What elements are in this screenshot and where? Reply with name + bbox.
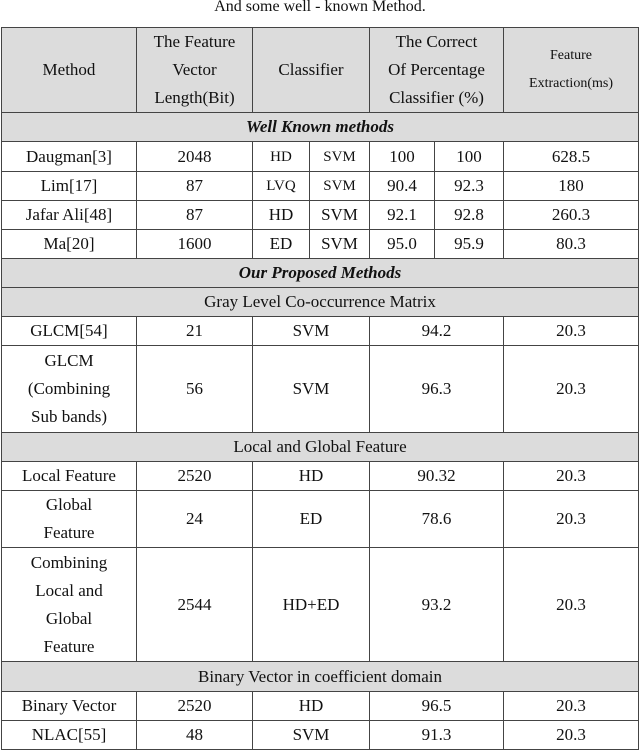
table-row: [2, 317, 639, 346]
section-title: Local and Global Feature: [2, 432, 639, 461]
cell-time: 20.3: [504, 461, 639, 490]
cell-percent-1: 92.1: [370, 200, 435, 229]
cell-percent-2: 92.3: [435, 171, 504, 200]
table-row: [2, 691, 639, 720]
section-well-known: [2, 113, 639, 142]
table-row: [2, 490, 639, 547]
cell-percent-2: 100: [435, 142, 504, 171]
cell-percent: 96.5: [370, 691, 504, 720]
cell-time: 20.3: [504, 317, 639, 346]
cell-length: 1600: [137, 229, 253, 258]
cell-time: 80.3: [504, 229, 639, 258]
cell-method: Combining Local and Global Feature: [2, 548, 137, 662]
table-row: [2, 346, 639, 432]
table-row: [2, 720, 639, 749]
cell-method: Local Feature: [2, 461, 137, 490]
header-classifier: Classifier: [253, 28, 370, 113]
cell-time: 180: [504, 171, 639, 200]
table-row: [2, 142, 639, 171]
cell-classifier: HD: [253, 461, 370, 490]
table-row: [2, 229, 639, 258]
cell-classifier-1: HD: [253, 142, 310, 171]
cell-percent-1: 100: [370, 142, 435, 171]
cell-percent: 94.2: [370, 317, 504, 346]
cell-classifier-2: SVM: [310, 142, 370, 171]
cell-time: 260.3: [504, 200, 639, 229]
cell-classifier-1: HD: [253, 200, 310, 229]
section-local-global: [2, 432, 639, 461]
cell-classifier-2: SVM: [310, 200, 370, 229]
cell-time: 20.3: [504, 490, 639, 547]
comparison-table: [1, 27, 639, 750]
cell-percent-2: 92.8: [435, 200, 504, 229]
cell-percent: 93.2: [370, 548, 504, 662]
cell-percent-1: 95.0: [370, 229, 435, 258]
cell-method: Lim[17]: [2, 171, 137, 200]
cell-percent: 78.6: [370, 490, 504, 547]
table-row: [2, 548, 639, 662]
section-title: Our Proposed Methods: [2, 258, 639, 287]
table-caption: And some well - known Method.: [214, 0, 426, 15]
cell-method: Binary Vector: [2, 691, 137, 720]
header-method: Method: [2, 28, 137, 113]
cell-length: 2544: [137, 548, 253, 662]
cell-length: 2520: [137, 461, 253, 490]
cell-method: Daugman[3]: [2, 142, 137, 171]
cell-method: NLAC[55]: [2, 720, 137, 749]
cell-method: Global Feature: [2, 490, 137, 547]
cell-percent: 91.3: [370, 720, 504, 749]
cell-percent: 90.32: [370, 461, 504, 490]
cell-time: 20.3: [504, 720, 639, 749]
section-glcm: [2, 288, 639, 317]
cell-time: 20.3: [504, 548, 639, 662]
cell-classifier: HD+ED: [253, 548, 370, 662]
header-feature-extraction: Feature Extraction(ms): [504, 28, 639, 113]
cell-percent-2: 95.9: [435, 229, 504, 258]
cell-length: 56: [137, 346, 253, 432]
table-row: [2, 171, 639, 200]
cell-length: 2520: [137, 691, 253, 720]
cell-time: 20.3: [504, 691, 639, 720]
cell-classifier: SVM: [253, 346, 370, 432]
cell-time: 628.5: [504, 142, 639, 171]
cell-classifier-1: ED: [253, 229, 310, 258]
cell-length: 2048: [137, 142, 253, 171]
cell-length: 24: [137, 490, 253, 547]
cell-method: Ma[20]: [2, 229, 137, 258]
cell-time: 20.3: [504, 346, 639, 432]
cell-length: 48: [137, 720, 253, 749]
header-row: [2, 28, 639, 113]
cell-method: Jafar Ali[48]: [2, 200, 137, 229]
cell-percent: 96.3: [370, 346, 504, 432]
cell-method: GLCM (Combining Sub bands): [2, 346, 137, 432]
section-title: Binary Vector in coefficient domain: [2, 662, 639, 691]
cell-percent-1: 90.4: [370, 171, 435, 200]
cell-classifier: HD: [253, 691, 370, 720]
cell-classifier: SVM: [253, 317, 370, 346]
table-row: [2, 461, 639, 490]
section-title: Gray Level Co-occurrence Matrix: [2, 288, 639, 317]
section-binary: [2, 662, 639, 691]
cell-classifier-2: SVM: [310, 229, 370, 258]
cell-classifier-1: LVQ: [253, 171, 310, 200]
cell-length: 87: [137, 200, 253, 229]
table-row: [2, 200, 639, 229]
cell-method: GLCM[54]: [2, 317, 137, 346]
cell-length: 87: [137, 171, 253, 200]
section-proposed: [2, 258, 639, 287]
cell-classifier-2: SVM: [310, 171, 370, 200]
header-correct-percentage: The Correct Of Percentage Classifier (%): [370, 28, 504, 113]
cell-length: 21: [137, 317, 253, 346]
header-feature-vector: The Feature Vector Length(Bit): [137, 28, 253, 113]
cell-classifier: ED: [253, 490, 370, 547]
section-title: Well Known methods: [2, 113, 639, 142]
cell-classifier: SVM: [253, 720, 370, 749]
